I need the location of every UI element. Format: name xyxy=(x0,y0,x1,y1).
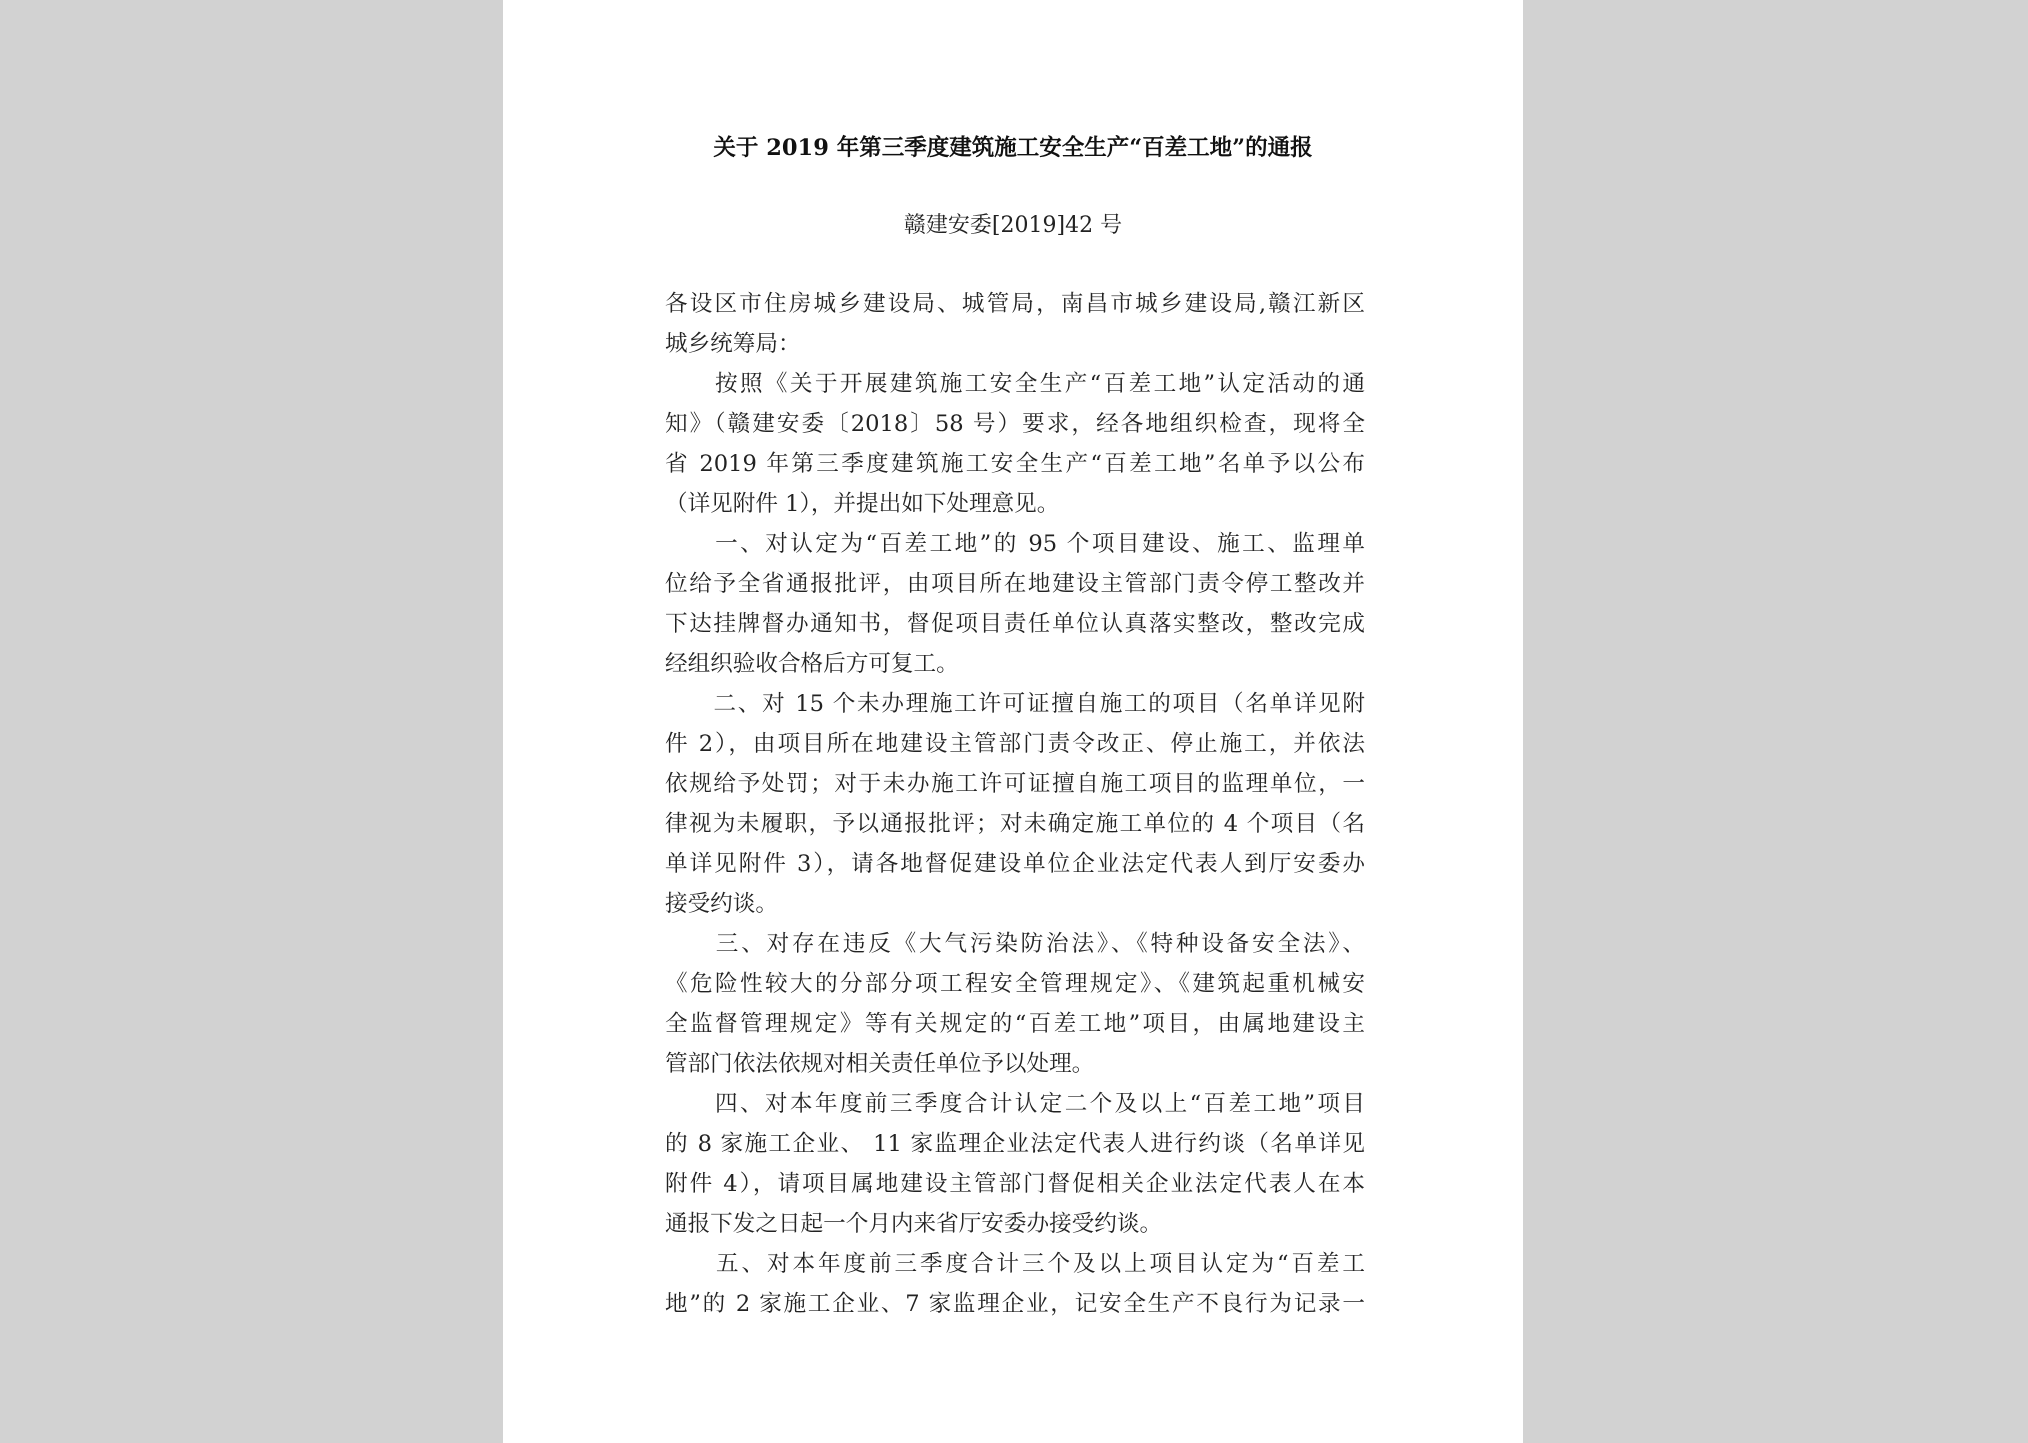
text-line: 省 2019 年第三季度建筑施工安全生产“百差工地”名单予以公布 xyxy=(665,451,1365,477)
text-line: 依规给予处罚；对于未办施工许可证擅自施工项目的监理单位，一 xyxy=(665,771,1365,797)
text-line: 《危险性较大的分部分项工程安全管理规定》、《建筑起重机械安 xyxy=(665,971,1365,997)
text-line: 各设区市住房城乡建设局、城管局，南昌市城乡建设局,赣江新区 xyxy=(665,291,1365,317)
text-line: 五、对本年度前三季度合计三个及以上项目认定为“百差工 xyxy=(665,1251,1365,1277)
text-line: 按照《关于开展建筑施工安全生产“百差工地”认定活动的通 xyxy=(665,371,1365,397)
document-page xyxy=(503,0,1523,1443)
text-line: 下达挂牌督办通知书，督促项目责任单位认真落实整改，整改完成 xyxy=(665,611,1365,637)
text-line: （详见附件 1），并提出如下处理意见。 xyxy=(665,491,1060,517)
text-line: 地”的 2 家施工企业、7 家监理企业，记安全生产不良行为记录一 xyxy=(665,1291,1365,1317)
text-line: 律视为未履职，予以通报批评；对未确定施工单位的 4 个项目（名 xyxy=(665,811,1365,837)
text-line: 位给予全省通报批评，由项目所在地建设主管部门责令停工整改并 xyxy=(665,571,1365,597)
text-line: 一、对认定为“百差工地”的 95 个项目建设、施工、监理单 xyxy=(665,531,1365,557)
text-line: 三、对存在违反《大气污染防治法》、《特种设备安全法》、 xyxy=(665,931,1365,957)
text-line: 四、对本年度前三季度合计认定二个及以上“百差工地”项目 xyxy=(665,1091,1365,1117)
text-line: 通报下发之日起一个月内来省厅安委办接受约谈。 xyxy=(665,1211,1163,1237)
document-title: 关于 2019 年第三季度建筑施工安全生产“百差工地”的通报 xyxy=(713,135,1313,161)
document-body xyxy=(665,284,1365,1324)
text-line: 全监督管理规定》等有关规定的“百差工地”项目，由属地建设主 xyxy=(665,1011,1365,1037)
text-line: 知》（赣建安委〔2018〕58 号）要求，经各地组织检查，现将全 xyxy=(665,411,1365,437)
text-line: 接受约谈。 xyxy=(665,891,778,917)
text-line: 的 8 家施工企业、 11 家监理企业法定代表人进行约谈（名单详见 xyxy=(665,1131,1365,1157)
text-line: 城乡统筹局： xyxy=(665,331,801,357)
text-line: 二、对 15 个未办理施工许可证擅自施工的项目（名单详见附 xyxy=(665,691,1365,717)
text-line: 经组织验收合格后方可复工。 xyxy=(665,651,959,677)
text-line: 管部门依法依规对相关责任单位予以处理。 xyxy=(665,1051,1095,1077)
document-number: 赣建安委[2019]42 号 xyxy=(903,213,1123,238)
text-line: 单详见附件 3），请各地督促建设单位企业法定代表人到厅安委办 xyxy=(665,851,1365,877)
text-line: 附件 4），请项目属地建设主管部门督促相关企业法定代表人在本 xyxy=(665,1171,1365,1197)
text-line: 件 2），由项目所在地建设主管部门责令改正、停止施工，并依法 xyxy=(665,731,1365,757)
